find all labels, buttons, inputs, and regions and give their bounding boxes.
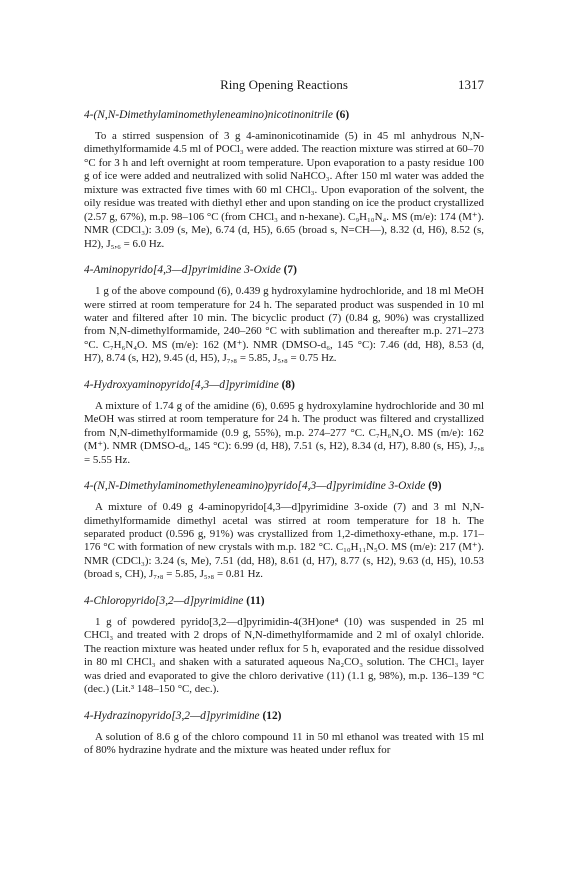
section-heading: 4-Chloropyrido[3,2—d]pyrimidine (11) xyxy=(84,594,265,607)
compound-number: (9) xyxy=(428,480,442,493)
compound-number: (12) xyxy=(262,709,282,722)
section-heading: 4-Hydroxyaminopyrido[4,3—d]pyrimidine (8) xyxy=(84,378,295,391)
section-paragraph: To a stirred suspension of 3 g 4-aminonicotinamide (5) in 45 ml anhydrous N,N-dimethylformamide 4.5 ml of POCl₃ were added. The reaction mixture was stirred at 60–70 °C for 3 h and left overnight at room temperature. Upon evaporation to a pasty residue 100 g of ice were added and neutralized with solid NaHCO₃. After 150 ml water was added the mixture was extracted five times with 60 ml CHCl₃. Upon evaporation of the solvent, the oily residue was treated with diethyl ether and upon standing on ice the product crystallized (2.57 g, 67%), m.p. 98–106 °C (from CHCl₃ and n-hexane). C₉H₁₀N₄. MS (m/e): 174 (M⁺). NMR (CDCl₃): 3.09 (s, Me), 6.74 (d, H5), 6.65 (broad s, N=CH—), 8.32 (d, H6), 8.52 (s, H2), J₅,₆ = 6.0 Hz. xyxy=(84,130,484,250)
compound-number: (7) xyxy=(283,264,297,277)
compound-number: (8) xyxy=(281,378,295,391)
running-header xyxy=(84,77,484,93)
compound-number: (6) xyxy=(335,109,350,121)
section-paragraph: A mixture of 1.74 g of the amidine (6), 0.695 g hydroxylamine hydrochloride and 30 ml MeOH was stirred at room temperature for 24 h. The product was filtered and crystallized from N,N-dimethylformamide (0.9 g, 55%), m.p. 274–277 °C. C₇H₆N₄O. MS (m/e): 162 (M⁺). NMR (DMSO-d₆, 145 °C): 6.99 (d, H8), 7.51 (s, H2), 8.34 (d, H7), 8.80 (s, H5), J₇,₈ = 5.55 Hz. xyxy=(84,399,484,466)
compound-number: (11) xyxy=(246,594,265,607)
section-heading: 4-Hydrazinopyrido[3,2—d]pyrimidine (12) xyxy=(84,709,282,722)
section-paragraph: 1 g of the above compound (6), 0.439 g hydroxylamine hydrochloride, and 18 ml MeOH were stirred at room temperature for 24 h. The separated product was suspended in 10 ml water and filtered after 10 min. The bicyclic product (7) (0.84 g, 90%) was crystallized from N,N-dimethylformamide, 240–260 °C with sublimation and thereafter m.p. 271–273 °C. C₇H₆N₄O. MS (m/e): 162 (M⁺). NMR (DMSO-d₆, 145 °C): 7.46 (dd, H8), 8.53 (d, H7), 8.74 (s, H2), 9.45 (d, H5), J₇,₈ = 5.85, J₅,₈ = 0.75 Hz. xyxy=(84,285,484,365)
page-number: 1317 xyxy=(458,77,484,92)
section-heading: 4-(N,N-Dimethylaminomethyleneamino)pyrido[4,3—d]pyrimidine 3-Oxide (9) xyxy=(84,480,442,493)
section-paragraph: A solution of 8.6 g of the chloro compound 11 in 50 ml ethanol was treated with 15 ml of 80% hydrazine hydrate and the mixture was heated under reflux for xyxy=(84,730,484,756)
article-body xyxy=(84,108,484,757)
section-paragraph: A mixture of 0.49 g 4-aminopyrido[4,3—d]pyrimidine 3-oxide (7) and 3 ml N,N-dimethylformamide dimethyl acetal was stirred at room temperature for 18 h. The separated product (0.596 g, 91%) was crystallized from 1,2-dimethoxy-ethane, m.p. 171–176 °C with formation of new crystals with m.p. 182 °C. C₁₀H₁₁N₅O. MS (m/e): 217 (M⁺). NMR (CDCl₃): 3.24 (s, Me), 7.51 (dd, H8), 8.61 (d, H7), 8.77 (s, H2), 9.63 (d, H5), 10.53 (broad s, CH), J₇,₈ = 5.85, J₅,₈ = 0.81 Hz. xyxy=(84,501,484,581)
section-heading: 4-(N,N-Dimethylaminomethyleneamino)nicotinonitrile (6) xyxy=(84,109,350,121)
running-title: Ring Opening Reactions xyxy=(220,77,348,92)
section-paragraph: 1 g of powdered pyrido[3,2—d]pyrimidin-4(3H)one⁴ (10) was suspended in 25 ml CHCl₃ and treated with 2 drops of N,N-dimethylformamide and 2 ml of oxalyl chloride. The reaction mixture was heated under reflux for 5 h, evaporated and the residue dissolved in 80 ml CHCl₃ and shaken with a saturated aqueous Na₂CO₃ solution. The CHCl₃ layer was dried and evaporated to give the chloro derivative (11) (1.1 g, 98%), m.p. 136–139 °C (dec.) (Lit.³ 148–150 °C, dec.). xyxy=(84,615,484,696)
section-heading: 4-Aminopyrido[4,3—d]pyrimidine 3-Oxide (7) xyxy=(84,264,297,277)
